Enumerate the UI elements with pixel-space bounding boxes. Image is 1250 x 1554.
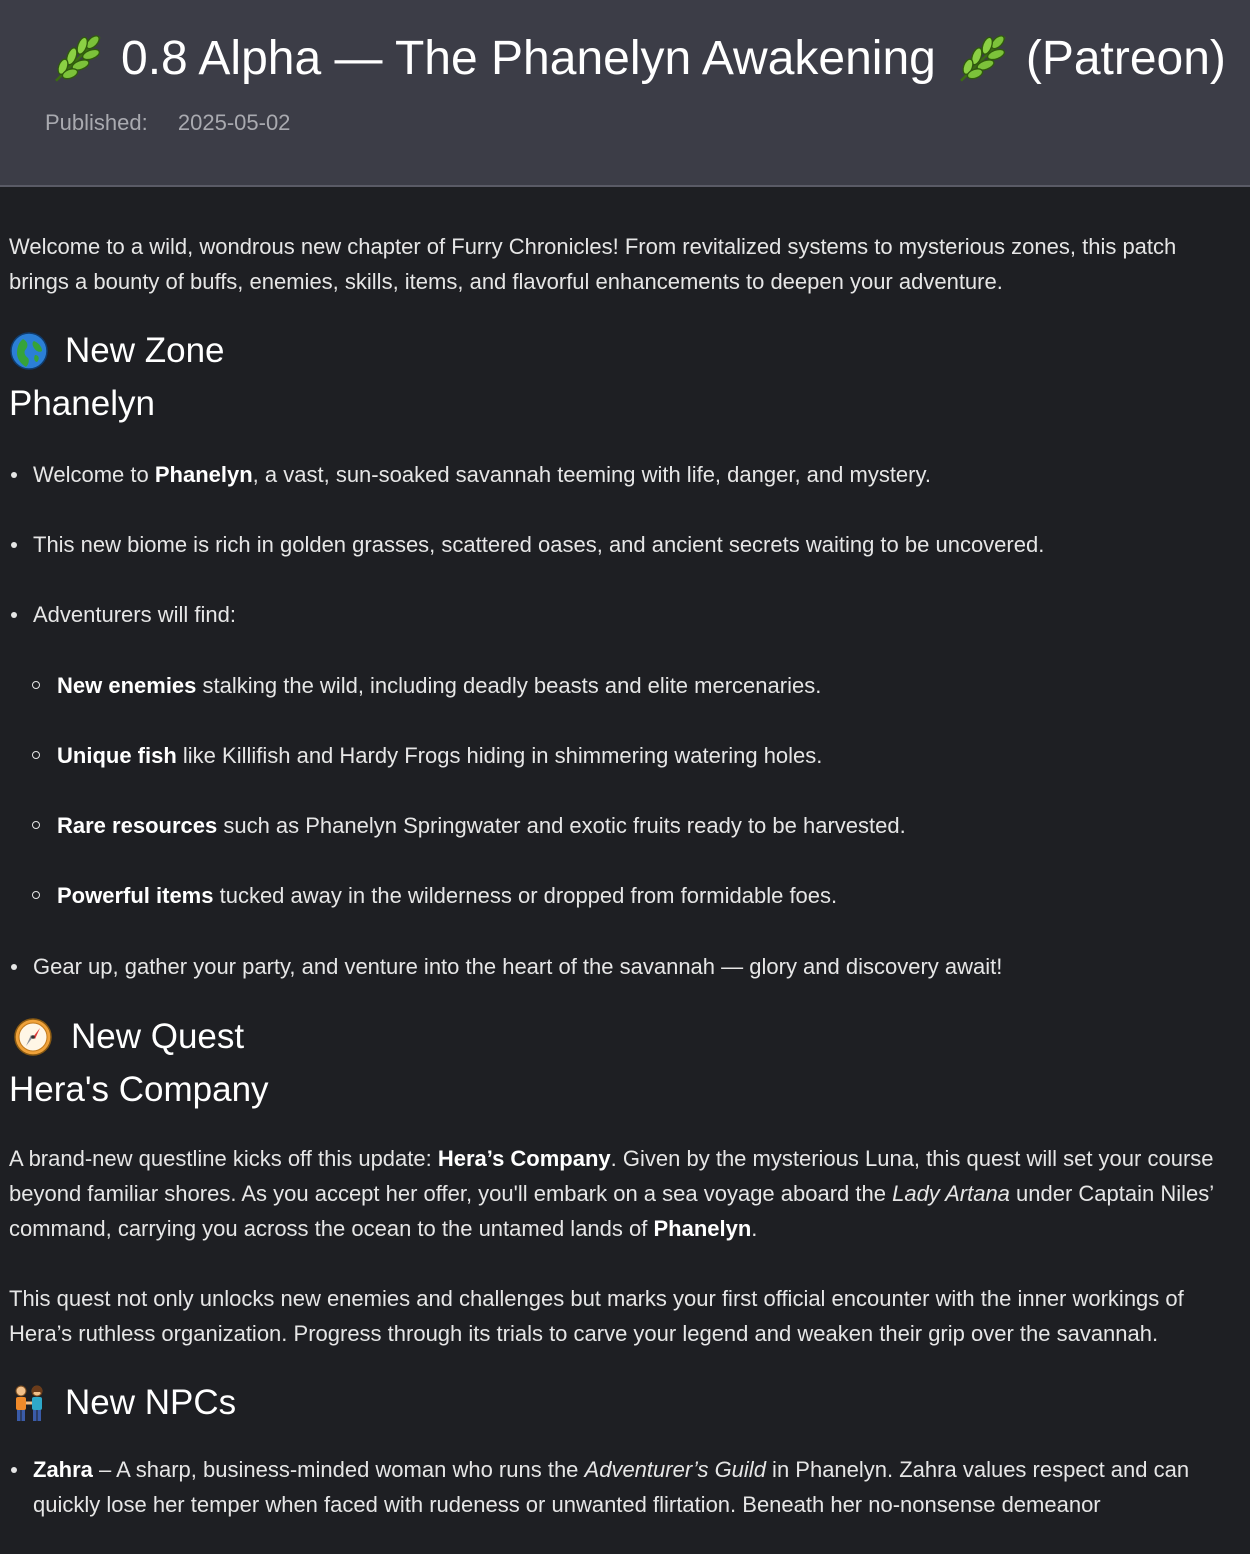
new-zone-heading (9, 331, 1241, 371)
quest-name-heading: Hera's Company (9, 1070, 269, 1109)
list-item: Powerful items tucked away in the wilderness or dropped from formidable foes. (9, 878, 1241, 913)
list-item: Gear up, gather your party, and venture into the heart of the savannah — glory and discovery await! (9, 949, 1241, 984)
post-header (0, 0, 1250, 187)
post-body (0, 229, 1250, 1522)
list-item: This new biome is rich in golden grasses, scattered oases, and ancient secrets waiting to be uncovered. (9, 527, 1241, 562)
zone-name-bold: Phanelyn (154, 462, 253, 487)
quest-details: This quest not only unlocks new enemies and challenges but marks your first official encounter with the inner workings of Hera’s ruthless organization. Progress through its trials to carve your legend and weaken their grip over the savannah. (9, 1286, 1184, 1346)
herb-icon (954, 30, 1010, 86)
list-item: Rare resources such as Phanelyn Springwater and exotic fruits ready to be harvested. (9, 808, 1241, 843)
list-item: Adventurers will find: New enemies stalking the wild, including deadly beasts and elite mercenaries. Unique fish like Killifish and Hardy Frogs hiding in shimmering watering holes. Rare resources such as Phanelyn Springwater and exotic fruits ready to be harvested. Powerful items tucked away in the wilderness or dropped from formidable foes. (9, 597, 1241, 913)
new-quest-heading-text: New Quest (71, 1017, 245, 1056)
new-zone-heading-text: New Zone (65, 331, 225, 370)
published-date: 2025-05-02 (177, 110, 291, 135)
post-title-text: 0.8 Alpha — The Phanelyn Awakening (121, 31, 936, 85)
npc-list (9, 1452, 1241, 1522)
post-title-suffix: (Patreon) (1025, 31, 1226, 85)
new-npcs-heading-text: New NPCs (65, 1383, 237, 1422)
list-item: Welcome to Phanelyn, a vast, sun-soaked savannah teeming with life, danger, and mystery. (9, 457, 1241, 492)
compass-icon (13, 1017, 53, 1057)
people-holding-hands-icon (9, 1383, 49, 1423)
npc-name: Zahra (33, 1457, 93, 1482)
new-quest-heading (9, 1017, 1241, 1057)
zone-feature-list (9, 457, 1241, 984)
new-npcs-heading (9, 1383, 1241, 1423)
post-title (45, 30, 1226, 86)
list-item: Zahra – A sharp, business-minded woman who runs the Adventurer’s Guild in Phanelyn. Zahra values respect and can quickly lose her temper when faced with rudeness or unwanted flirtation. Beneath her no-nonsense demeanor (9, 1452, 1241, 1522)
zone-findings-list (9, 668, 1241, 913)
list-item: New enemies stalking the wild, including deadly beasts and elite mercenaries. (9, 668, 1241, 703)
published-label: Published: (45, 110, 148, 135)
intro-paragraph: Welcome to a wild, wondrous new chapter of Furry Chronicles! From revitalized systems to mysterious zones, this patch brings a bounty of buffs, enemies, skills, items, and flavorful enhancements to deepen your adventure. (9, 234, 1177, 294)
herb-icon (49, 30, 105, 86)
globe-icon (9, 331, 49, 371)
quest-description: A brand-new questline kicks off this update: Hera’s Company. Given by the mysterious Luna, this quest will set your course beyond familiar shores. As you accept her offer, you'll embark on a sea voyage aboard the Lady Artana under Captain Niles’ command, carrying you across the ocean to the untamed lands of Phanelyn. (9, 1146, 1214, 1241)
post-meta (45, 110, 290, 136)
zone-name-heading: Phanelyn (9, 384, 155, 423)
list-item: Unique fish like Killifish and Hardy Frogs hiding in shimmering watering holes. (9, 738, 1241, 773)
